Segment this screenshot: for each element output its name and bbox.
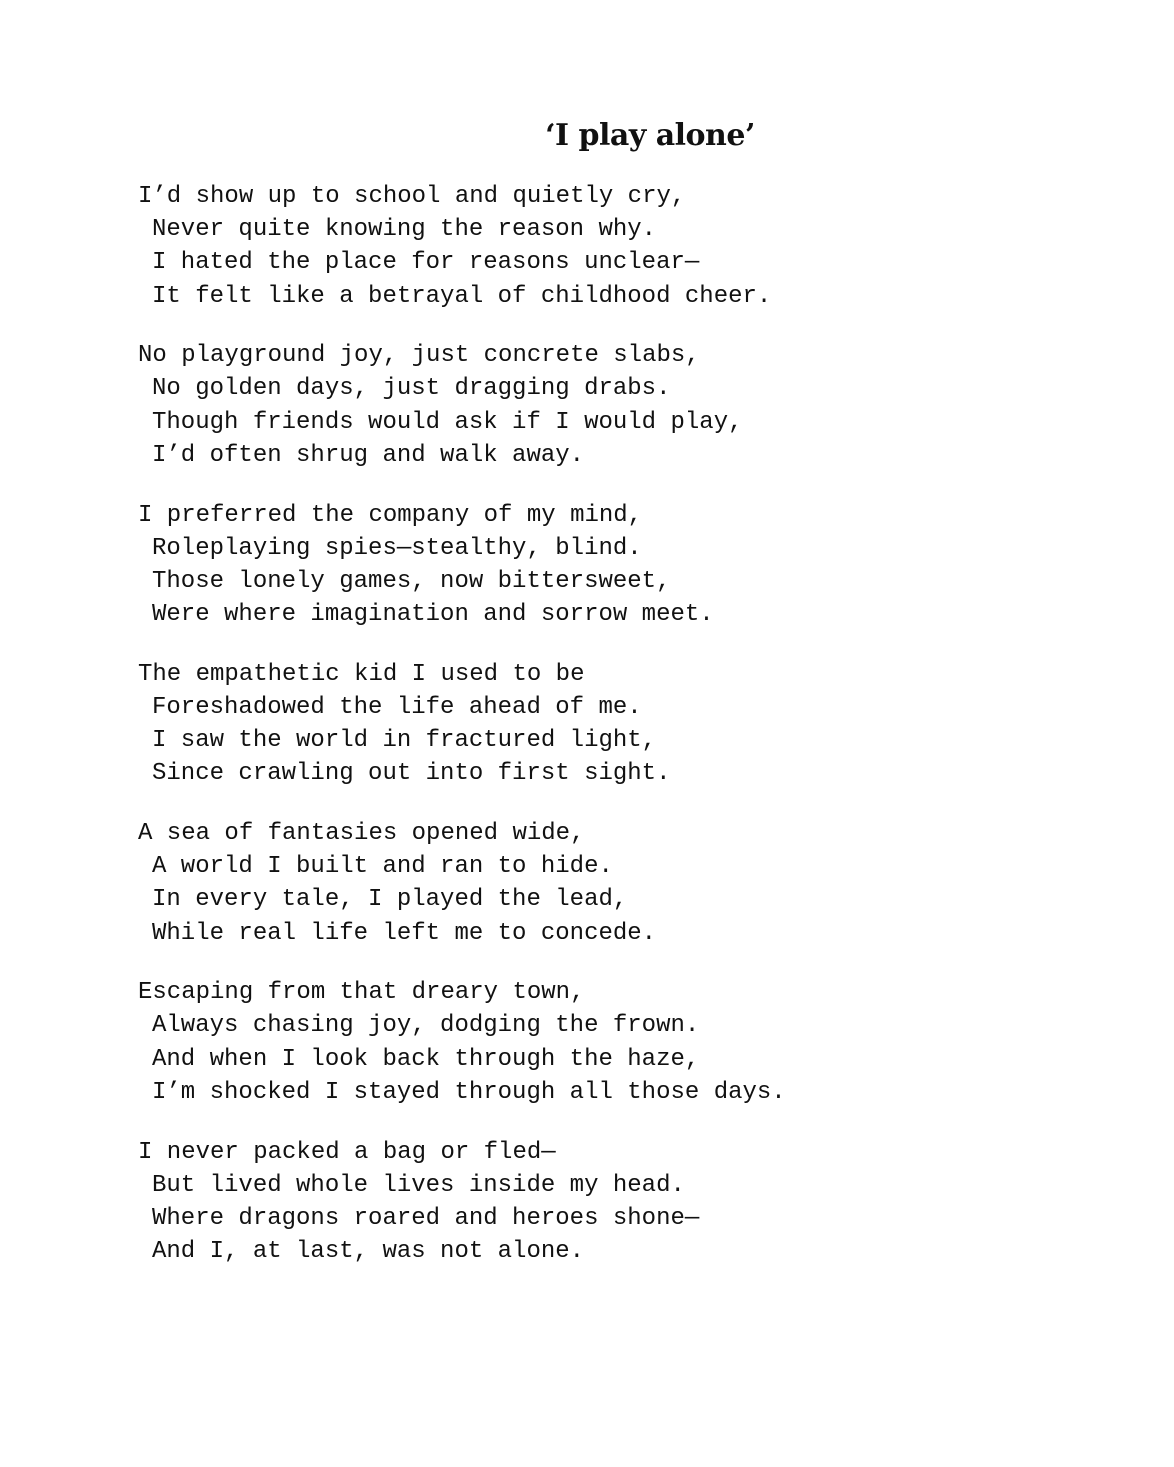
stanza-3 [138,499,838,632]
poem-line: Roleplaying spies—stealthy, blind. [152,534,642,562]
poem-line: I saw the world in fractured light, [152,727,657,755]
stanza-6 [138,976,838,1109]
poem-line: Though friends would ask if I would play, [152,408,743,436]
poem-line: Always chasing joy, dodging the frown. [152,1012,700,1040]
stanza-1 [138,180,838,313]
poem-line: I’d show up to school and quietly cry, [138,183,686,210]
poem-line: The empathetic kid I used to be [138,660,585,688]
stanza-7 [138,1136,838,1269]
poem-line: A sea of fantasies opened wide, [138,820,585,847]
poem-line: Never quite knowing the reason why. [152,216,657,244]
poem-line: No golden days, just dragging drabs. [152,375,671,403]
poem-line: It felt like a betrayal of childhood cheer. [152,282,772,310]
poem-line: No playground joy, just concrete slabs, [138,342,700,370]
stanza-2 [138,339,838,472]
poem-line: Those lonely games, now bittersweet, [152,567,671,595]
poem-line: Where dragons roared and heroes shone— [152,1204,700,1232]
poem-line: A world I built and ran to hide. [152,853,613,881]
poem-line: While real life left me to concede. [152,919,657,947]
poem-line: I’d often shrug and walk away. [152,441,585,469]
poem-line: Escaping from that dreary town, [138,979,585,1007]
poem-line: I’m shocked I stayed through all those days. [152,1078,786,1106]
poem-body [138,180,838,1295]
stanza-4 [138,658,838,791]
poem-line: I preferred the company of my mind, [138,501,643,529]
poem-line: I hated the place for reasons unclear— [152,249,700,277]
poem-line: But lived whole lives inside my head. [152,1171,685,1199]
poem-line: Foreshadowed the life ahead of me. [152,693,642,721]
poem-line: I never packed a bag or fled— [138,1138,556,1166]
poem-title: ‘I play alone’ [545,118,755,153]
stanza-5 [138,817,838,950]
poem-line: In every tale, I played the lead, [152,886,628,914]
poem-line: And when I look back through the haze, [152,1045,700,1073]
poem-line: Were where imagination and sorrow meet. [152,601,714,629]
poem-line: Since crawling out into first sight. [152,760,671,788]
poem-line: And I, at last, was not alone. [152,1238,585,1266]
